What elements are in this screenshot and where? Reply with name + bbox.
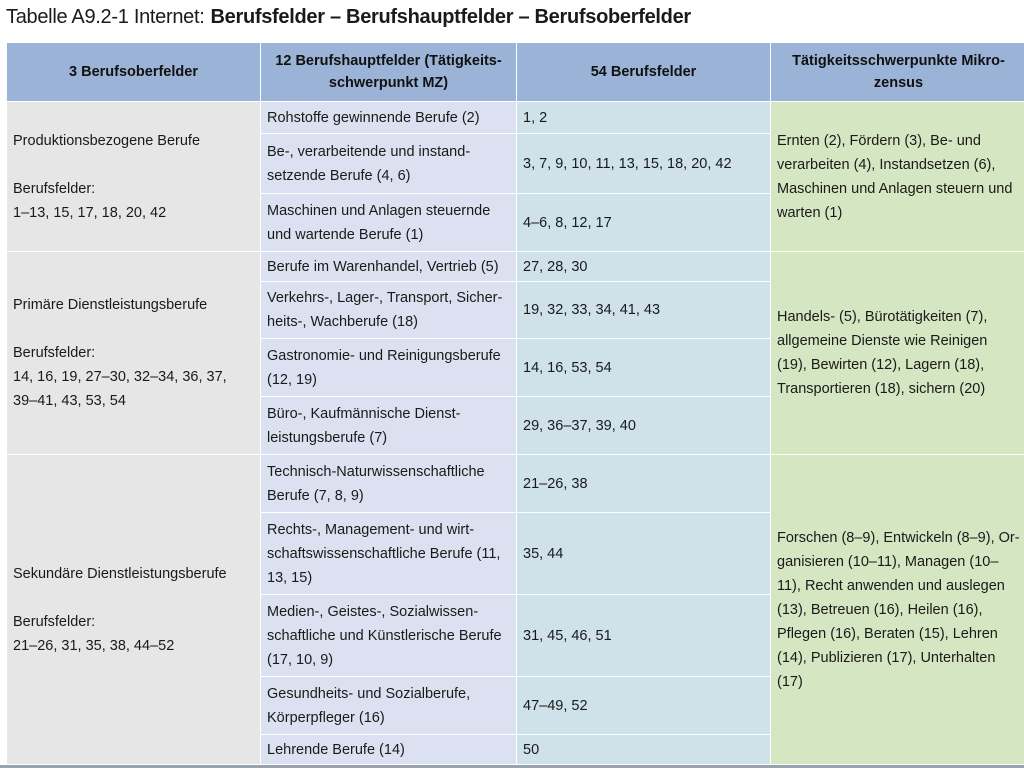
hauptfeld-cell: Rechts-, Management- und wirtschaftswissenschaftliche Berufe (11, 13, 15) xyxy=(261,513,517,595)
header-row xyxy=(7,43,1024,102)
hauptfeld-cell: Be-, verarbeitende und instandsetzende Berufe (4, 6) xyxy=(261,134,517,194)
oberfeld-fields: 21–26, 31, 35, 38, 44–52 xyxy=(13,637,175,654)
table-title-prefix: Tabelle A9.2-1 Internet: xyxy=(6,6,205,28)
hauptfeld-cell: Rohstoffe gewinnende Berufe (2) xyxy=(261,102,517,134)
oberfeld-fields: 14, 16, 19, 27–30, 32–34, 36, 37, 39–41, 43, 53, 54 xyxy=(13,369,227,409)
hauptfeld-cell: Gesundheits- und Sozialberufe, Körperpfleger (16) xyxy=(261,677,517,735)
oberfeld-name: Produktionsbezogene Berufe xyxy=(13,132,201,149)
berufsfelder-cell: 4–6, 8, 12, 17 xyxy=(517,194,771,252)
oberfeld-label: Berufsfelder: xyxy=(13,613,96,630)
hauptfeld-cell: Medien-, Geistes-, Sozialwissenschaftliche und Künstlerische Berufe (17, 10, 9) xyxy=(261,595,517,677)
berufsfelder-cell: 3, 7, 9, 10, 11, 13, 15, 18, 20, 42 xyxy=(517,134,771,194)
berufsfelder-cell: 1, 2 xyxy=(517,102,771,134)
oberfeld-primaer xyxy=(7,252,261,455)
hauptfeld-cell: Verkehrs-, Lager-, Transport, Sicherheits-, Wachberufe (18) xyxy=(261,282,517,339)
hauptfeld-cell: Maschinen und Anlagen steuernde und wartende Berufe (1) xyxy=(261,194,517,252)
hauptfeld-cell: Technisch-Naturwissenschaftliche Berufe (7, 8, 9) xyxy=(261,455,517,513)
oberfeld-produktion xyxy=(7,102,261,252)
berufsfelder-cell: 21–26, 38 xyxy=(517,455,771,513)
oberfeld-sekundaer xyxy=(7,455,261,765)
berufsfelder-cell: 35, 44 xyxy=(517,513,771,595)
header-berufsfelder: 54 Berufsfelder xyxy=(517,43,771,102)
table-row xyxy=(7,252,1024,282)
table-title xyxy=(6,3,691,33)
header-berufsoberfelder: 3 Berufsoberfelder xyxy=(7,43,261,102)
oberfeld-label: Berufsfelder: xyxy=(13,180,96,197)
table-row xyxy=(7,102,1024,134)
oberfeld-name: Primäre Dienstleistungsberufe xyxy=(13,297,208,313)
berufsfelder-table xyxy=(6,42,1024,765)
berufsfelder-cell: 29, 36–37, 39, 40 xyxy=(517,397,771,455)
oberfeld-name: Sekundäre Dienstleistungsberufe xyxy=(13,565,227,582)
berufsfelder-cell: 50 xyxy=(517,735,771,765)
berufsfelder-cell: 19, 32, 33, 34, 41, 43 xyxy=(517,282,771,339)
berufsfelder-cell: 31, 45, 46, 51 xyxy=(517,595,771,677)
schwerpunkt-primaer: Handels- (5), Bürotätigkeiten (7), allgemeine Dienste wie Reinigen (19), Bewirten (12), Lagern (18), Transportieren (18), sichern (20) xyxy=(771,252,1024,455)
table-row xyxy=(7,455,1024,513)
oberfeld-fields: 1–13, 15, 17, 18, 20, 42 xyxy=(13,204,167,221)
berufsfelder-cell: 27, 28, 30 xyxy=(517,252,771,282)
oberfeld-label: Berufsfelder: xyxy=(13,345,96,361)
schwerpunkt-produktion: Ernten (2), Fördern (3), Be- und verarbeiten (4), Instandsetzen (6), Maschinen und Anlagen steuern und warten (1) xyxy=(771,102,1024,252)
berufsfelder-cell: 14, 16, 53, 54 xyxy=(517,339,771,397)
hauptfeld-cell: Lehrende Berufe (14) xyxy=(261,735,517,765)
hauptfeld-cell: Berufe im Warenhandel, Vertrieb (5) xyxy=(261,252,517,282)
berufsfelder-cell: 47–49, 52 xyxy=(517,677,771,735)
header-berufshauptfelder: 12 Berufshauptfelder (Tätigkeitsschwerpunkt MZ) xyxy=(261,43,517,102)
schwerpunkt-sekundaer: Forschen (8–9), Entwickeln (8–9), Organisieren (10–11), Managen (10–11), Recht anwenden und auslegen (13), Betreuen (16), Heilen (16), Pflegen (16), Beraten (15), Lehren (14), Publizieren (17), Unterhalten (17) xyxy=(771,455,1024,765)
table-title-main: Berufsfelder – Berufshauptfelder – Berufsoberfelder xyxy=(210,6,691,28)
hauptfeld-cell: Büro-, Kaufmännische Dienstleistungsberufe (7) xyxy=(261,397,517,455)
hauptfeld-cell: Gastronomie- und Reinigungsberufe (12, 19) xyxy=(261,339,517,397)
header-taetigkeitsschwerpunkte: Tätigkeitsschwerpunkte Mikrozensus xyxy=(771,43,1024,102)
